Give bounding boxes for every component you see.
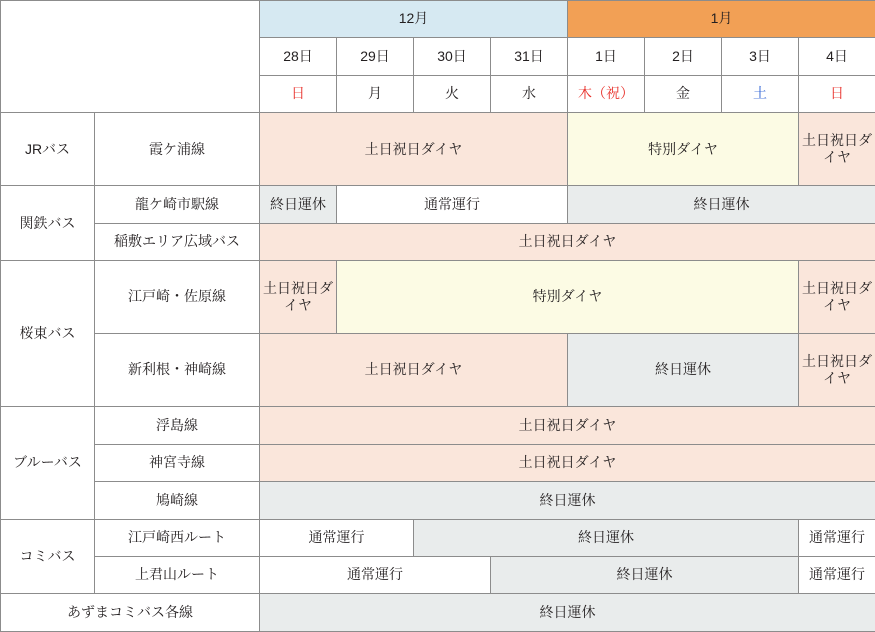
- table-row: [1, 444, 875, 481]
- header-month-row: [1, 1, 875, 38]
- service-status-cell: 土日祝日ダイヤ: [260, 334, 568, 407]
- bus-line-label: 霞ケ浦線: [95, 113, 260, 186]
- table-row: [1, 556, 875, 593]
- service-status-cell: 土日祝日ダイヤ: [260, 261, 337, 334]
- service-status-cell: 通常運行: [337, 186, 568, 223]
- dow-header-2: 月: [337, 75, 414, 112]
- service-status-cell: 終日運休: [260, 594, 875, 632]
- service-status-cell: 特別ダイヤ: [568, 113, 799, 186]
- service-status-cell: 土日祝日ダイヤ: [260, 444, 875, 481]
- bus-line-label: 江戸崎西ルート: [95, 519, 260, 556]
- dow-header-7: 土: [722, 75, 799, 112]
- service-status-cell: 終日運休: [568, 334, 799, 407]
- service-status-cell: 終日運休: [568, 186, 875, 223]
- day-header-7: 3日: [722, 38, 799, 75]
- table-corner-blank: [1, 1, 260, 113]
- service-status-cell: 土日祝日ダイヤ: [260, 113, 568, 186]
- service-status-cell: 土日祝日ダイヤ: [799, 113, 875, 186]
- service-status-cell: 土日祝日ダイヤ: [260, 407, 875, 444]
- day-header-4: 31日: [491, 38, 568, 75]
- bus-line-label: 鳩崎線: [95, 482, 260, 519]
- day-header-2: 29日: [337, 38, 414, 75]
- month-header-2: 1月: [568, 1, 875, 38]
- service-status-cell: 通常運行: [260, 519, 414, 556]
- dow-header-5: 木（祝）: [568, 75, 645, 112]
- table-row: [1, 223, 875, 260]
- service-status-cell: 終日運休: [491, 556, 799, 593]
- bus-line-label: 稲敷エリア広域バス: [95, 223, 260, 260]
- table-row: [1, 519, 875, 556]
- service-status-cell: 終日運休: [260, 482, 875, 519]
- table-row: [1, 261, 875, 334]
- service-status-cell: 終日運休: [414, 519, 799, 556]
- service-status-cell: 土日祝日ダイヤ: [260, 223, 875, 260]
- service-status-cell: 通常運行: [260, 556, 491, 593]
- day-header-6: 2日: [645, 38, 722, 75]
- bus-line-label: 江戸崎・佐原線: [95, 261, 260, 334]
- operator-group-label: ブルーバス: [1, 407, 95, 519]
- service-status-cell: 特別ダイヤ: [337, 261, 799, 334]
- bus-line-label: 上君山ルート: [95, 556, 260, 593]
- day-header-8: 4日: [799, 38, 875, 75]
- dow-header-1: 日: [260, 75, 337, 112]
- table-row: [1, 594, 875, 632]
- dow-header-4: 水: [491, 75, 568, 112]
- table-row: [1, 113, 875, 186]
- table-row: [1, 407, 875, 444]
- day-header-5: 1日: [568, 38, 645, 75]
- table-row: [1, 334, 875, 407]
- bus-line-label: 神宮寺線: [95, 444, 260, 481]
- bus-line-label: 新利根・神崎線: [95, 334, 260, 407]
- month-header-1: 12月: [260, 1, 568, 38]
- service-status-cell: 土日祝日ダイヤ: [799, 261, 875, 334]
- service-status-cell: 土日祝日ダイヤ: [799, 334, 875, 407]
- dow-header-8: 日: [799, 75, 875, 112]
- service-status-cell: 終日運休: [260, 186, 337, 223]
- table-row: [1, 186, 875, 223]
- operator-group-label: コミバス: [1, 519, 95, 594]
- dow-header-6: 金: [645, 75, 722, 112]
- day-header-3: 30日: [414, 38, 491, 75]
- operator-group-label: JRバス: [1, 113, 95, 186]
- service-status-cell: 通常運行: [799, 556, 875, 593]
- bus-line-label: 龍ケ崎市駅線: [95, 186, 260, 223]
- operator-group-label: あずまコミバス各線: [1, 594, 260, 632]
- day-header-1: 28日: [260, 38, 337, 75]
- operator-group-label: 関鉄バス: [1, 186, 95, 261]
- dow-header-3: 火: [414, 75, 491, 112]
- service-status-cell: 通常運行: [799, 519, 875, 556]
- bus-line-label: 浮島線: [95, 407, 260, 444]
- operator-group-label: 桜東バス: [1, 261, 95, 407]
- table-row: [1, 482, 875, 519]
